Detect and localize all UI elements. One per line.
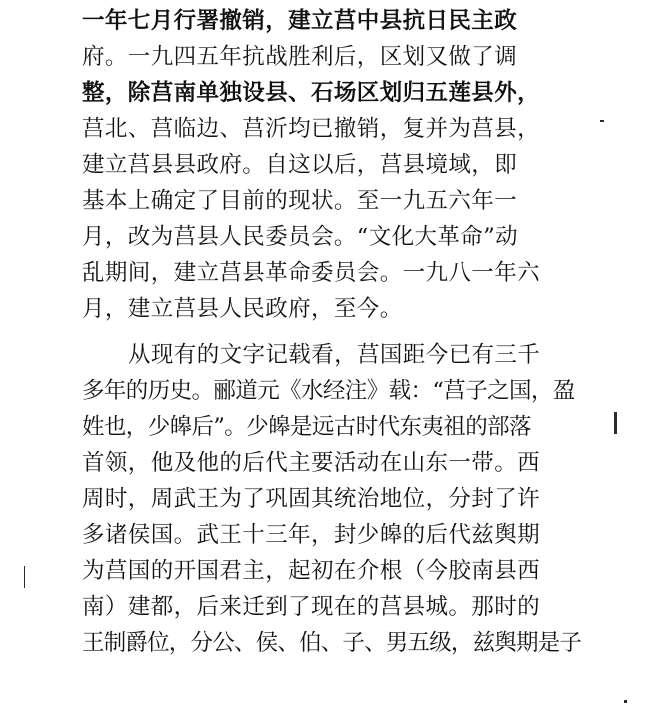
scan-speck — [624, 700, 627, 703]
text-line: 为莒国的开国君主，起初在介根（今胶南县西 — [82, 558, 541, 584]
scan-speck — [614, 412, 617, 434]
text-line: 整，除莒南单独设县、石场区划归五莲县外， — [82, 80, 541, 106]
text-line: 乱期间，建立莒县革命委员会。一九八一年六 — [82, 260, 541, 286]
text-line: 周时，周武王为了巩固其统治地位，分封了许 — [82, 486, 541, 512]
text-line: 基本上确定了目前的现状。至一九五六年一 — [82, 188, 518, 214]
text-line: 月，建立莒县人民政府，至今。 — [82, 296, 403, 322]
text-line: 首领，他及他的后代主要活动在山东一带。西 — [82, 450, 541, 476]
text-line: 府。一九四五年抗战胜利后，区划又做了调 — [82, 44, 518, 70]
paragraph-start-line: 从现有的文字记载看，莒国距今已有三千 — [128, 342, 541, 368]
text-line: 姓也，少皞后”。少皞是远古时代东夷祖的部落 — [82, 414, 531, 440]
scan-speck — [600, 120, 604, 122]
text-line: 多年的历史。郦道元《水经注》载：“莒子之国，盈 — [82, 378, 575, 404]
text-line: 建立莒县县政府。自这以后，莒县境域，即 — [82, 152, 518, 178]
text-line: 月，改为莒县人民委员会。“文化大革命”动 — [82, 224, 519, 250]
text-line: 王制爵位，分公、侯、伯、子、男五级，兹舆期是子 — [82, 630, 582, 656]
text-line: 南）建都，后来迁到了现在的莒县城。那时的 — [82, 594, 541, 620]
scan-speck — [24, 566, 25, 588]
text-line: 多诸侯国。武王十三年，封少皞的后代兹舆期 — [82, 522, 541, 548]
text-line: 一年七月行署撤销，建立莒中县抗日民主政 — [82, 8, 518, 34]
text-line: 莒北、莒临边、莒沂均已撤销，复并为莒县， — [82, 116, 541, 142]
